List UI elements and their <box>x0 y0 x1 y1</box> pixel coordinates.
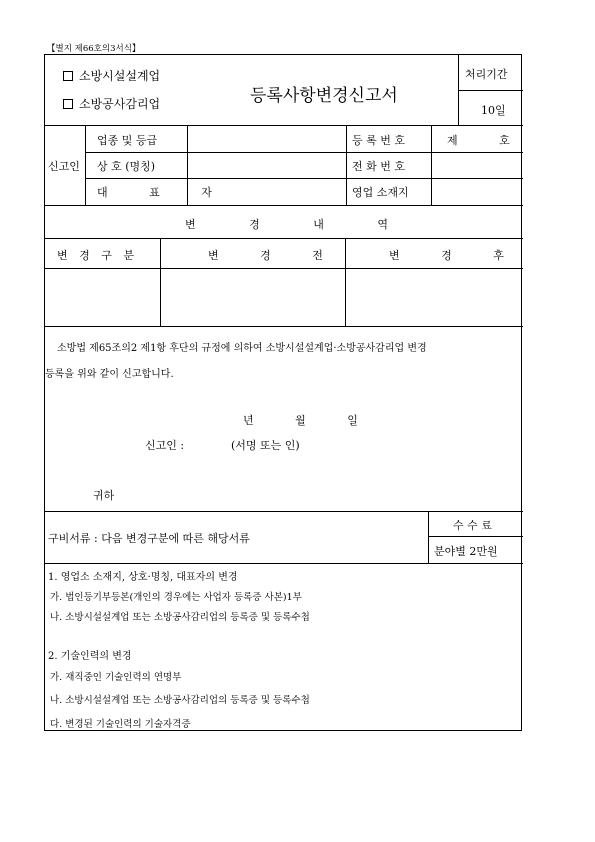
form-frame <box>44 54 522 731</box>
business-type-label: 업종 및 등급 <box>97 134 158 147</box>
signature-note: (서명 또는 인) <box>231 439 300 452</box>
before-change-header: 변 경 전 <box>208 249 323 262</box>
addressee: 귀하 <box>93 489 115 502</box>
doc-section-2-item-c: 다. 변경된 기술인력의 기술자격증 <box>50 719 191 730</box>
doc-section-1-item-a: 가. 법인등기부등본(개인의 경우에는 사업자 등록증 사본)1부 <box>50 592 302 603</box>
processing-period-label: 처리기간 <box>465 68 508 81</box>
trade-name-label: 상 호 (명칭) <box>97 160 156 173</box>
change-details-heading: 변 경 내 역 <box>185 218 388 231</box>
declaration-line-2: 등록을 위와 같이 신고합니다. <box>45 369 174 380</box>
declaration-line-1: 소방법 제65조의2 제1항 후단의 규정에 의하여 소방시설설계업·소방공사감리업 변경 <box>57 343 427 354</box>
fee-label: 수 수 료 <box>453 519 492 532</box>
business-location-label: 영업 소재지 <box>352 186 409 199</box>
checkbox-icon[interactable] <box>63 99 73 109</box>
checkbox-supervision-business[interactable] <box>63 95 160 112</box>
checkbox-design-business[interactable] <box>63 67 160 84</box>
processing-period-value: 10일 <box>481 104 506 117</box>
fee-value: 분야별 2만원 <box>434 545 498 558</box>
checkbox-icon[interactable] <box>63 71 73 81</box>
signer-label: 신고인 : <box>145 439 185 452</box>
doc-section-2-title: 2. 기술인력의 변경 <box>48 651 132 662</box>
registration-number-label: 등 록 번 호 <box>352 134 405 147</box>
declaration-date: 년 월 일 <box>243 414 358 427</box>
after-change-header: 변 경 후 <box>389 249 504 262</box>
form-reference: 【별지 제66호의3서식】 <box>47 44 141 54</box>
required-documents-label: 구비서류 : 다음 변경구분에 따른 해당서류 <box>48 532 250 545</box>
representative-label: 대 표 자 <box>97 186 212 199</box>
checkbox-supervision-label: 소방공사감리업 <box>79 97 161 111</box>
doc-section-2-item-b: 나. 소방시설설계업 또는 소방공사감리업의 등록증 및 등록수첩 <box>50 695 310 706</box>
registration-number-value: 제 호 <box>447 134 510 147</box>
applicant-section-label: 신고인 <box>48 160 80 173</box>
doc-section-1-title: 1. 영업소 소재지, 상호·명칭, 대표자의 변경 <box>48 572 238 583</box>
doc-section-2-item-a: 가. 재직중인 기술인력의 연명부 <box>50 672 182 683</box>
form-title: 등록사항변경신고서 <box>250 86 398 106</box>
doc-section-1-item-b: 나. 소방시설설계업 또는 소방공사감리업의 등록증 및 등록수첩 <box>50 612 310 623</box>
checkbox-design-label: 소방시설설계업 <box>79 69 161 83</box>
change-category-header: 변 경 구 분 <box>57 249 138 262</box>
phone-number-label: 전 화 번 호 <box>352 160 405 173</box>
